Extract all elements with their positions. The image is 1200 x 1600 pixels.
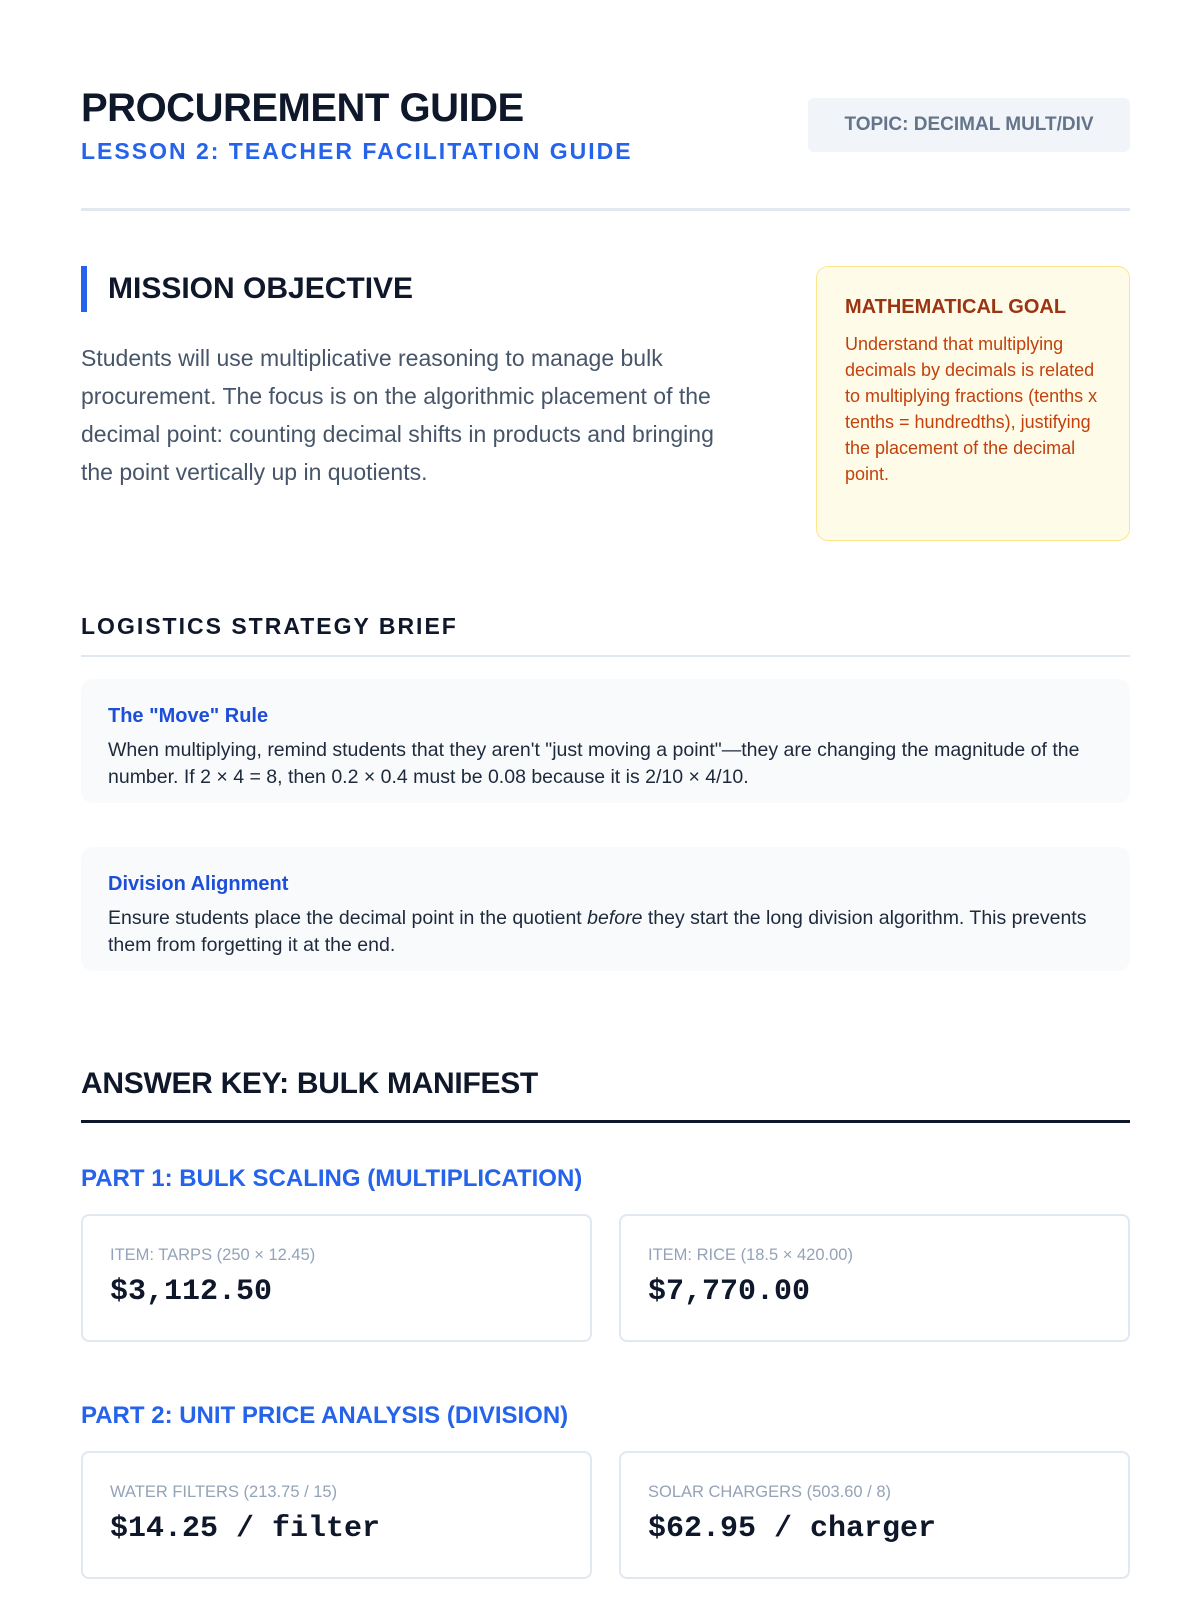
answer-label: SOLAR CHARGERS (503.60 / 8) [648,1483,892,1501]
card-text-end: they start the long division algorithm. This prevents them from forgetting it at the end. [108,907,1087,956]
answer-label: WATER FILTERS (213.75 / 15) [110,1483,338,1501]
answer-card-tarps [81,1214,592,1342]
answer-key-divider [81,1120,1130,1123]
mission-heading: MISSION OBJECTIVE [108,272,414,305]
answer-value: $7,770.00 [648,1275,811,1309]
mission-accent-bar [81,266,87,312]
part-1-heading: PART 1: BULK SCALING (MULTIPLICATION) [81,1165,583,1192]
part-2-heading: PART 2: UNIT PRICE ANALYSIS (DIVISION) [81,1402,569,1429]
answer-card-rice [619,1214,1130,1342]
card-title: Division Alignment [108,873,289,895]
card-text-start: Ensure students place the decimal point in the quotient [108,907,588,929]
strategy-brief-heading: LOGISTICS STRATEGY BRIEF [81,613,458,639]
card-text: When multiplying, remind students that they aren't "just moving a point"—they are changing the magnitude of the number. If 2 × 4 = 8, then 0.2 × 0.4 must be 0.08 because it is 2/10 × 4/10. [108,739,1080,788]
goal-text: Understand that multiplying decimals by decimals is related to multiplying fractions (tenths x tenths = hundredths), justifying the placement of the decimal point. [845,334,1098,484]
header-divider [81,208,1130,211]
answer-key-heading: ANSWER KEY: BULK MANIFEST [81,1067,538,1100]
answer-value: $62.95 / charger [648,1512,937,1546]
move-rule-card [81,679,1130,803]
answer-value: $14.25 / filter [110,1512,381,1546]
facilitation-guide-page [81,0,1130,1600]
goal-title: MATHEMATICAL GOAL [845,296,1067,318]
card-text [108,905,1103,959]
answer-value: $3,112.50 [110,1275,273,1309]
answer-card-solar-chargers [619,1451,1130,1579]
mathematical-goal-box [816,266,1130,541]
answer-card-water-filters [81,1451,592,1579]
division-alignment-card [81,847,1130,971]
answer-label: ITEM: TARPS (250 × 12.45) [110,1246,316,1264]
mission-text: Students will use multiplicative reasoning to manage bulk procurement. The focus is on the algorithmic placement of the decimal point: counting decimal shifts in products and bringing the point vertically up in quotients. [81,345,714,485]
card-text-emphasis: before [587,907,643,929]
card-title: The "Move" Rule [108,705,269,727]
topic-badge: TOPIC: DECIMAL MULT/DIV [808,98,1130,152]
page-title: PROCUREMENT GUIDE [81,86,524,130]
answer-label: ITEM: RICE (18.5 × 420.00) [648,1246,853,1264]
page-subtitle: LESSON 2: TEACHER FACILITATION GUIDE [81,138,633,164]
strategy-brief-divider [81,655,1130,657]
